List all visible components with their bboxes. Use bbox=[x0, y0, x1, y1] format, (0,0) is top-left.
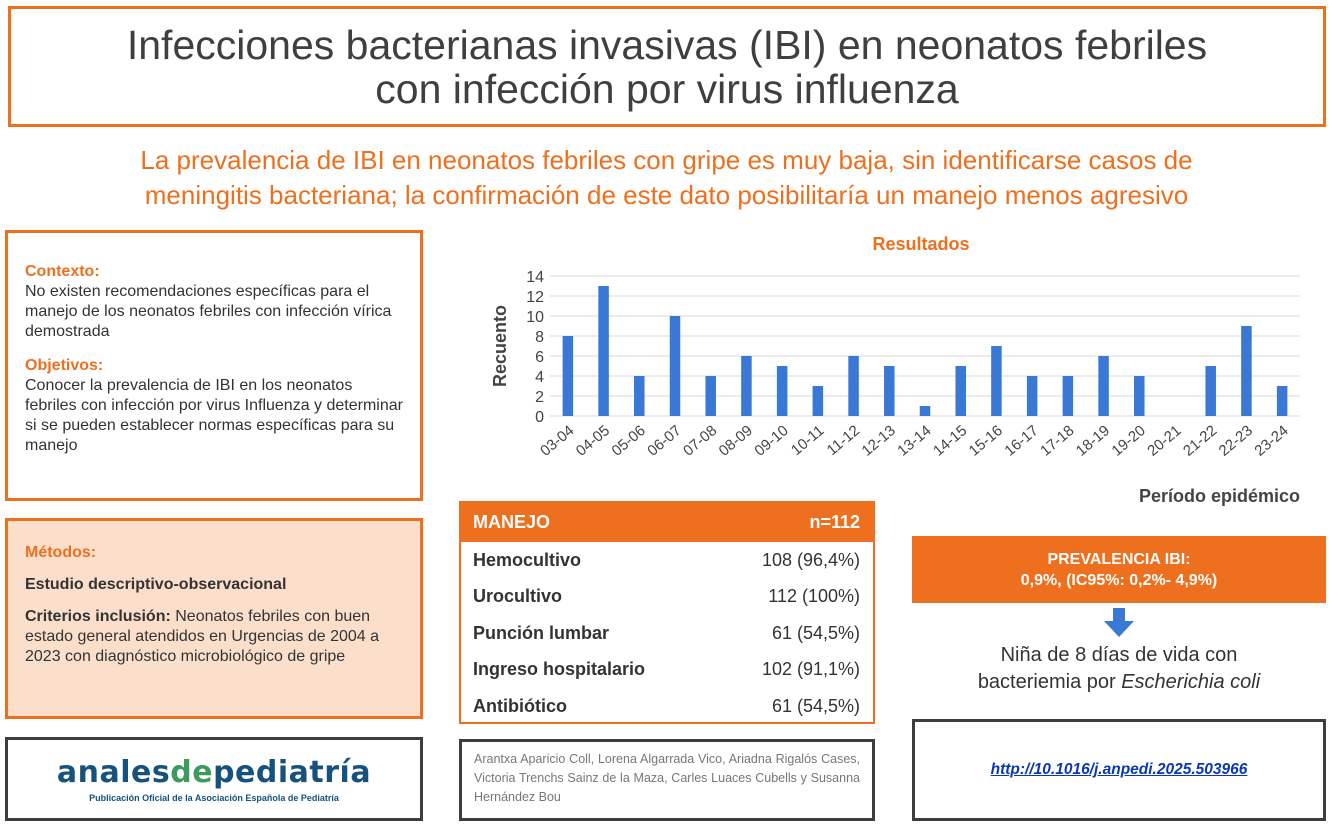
bar bbox=[1241, 326, 1252, 416]
x-tick-label: 23-24 bbox=[1251, 422, 1292, 460]
context-panel bbox=[5, 230, 423, 501]
logo-wordmark: analesdepediatría bbox=[56, 755, 372, 790]
bar bbox=[813, 386, 824, 416]
methods-panel bbox=[5, 518, 423, 719]
objectives-heading: Objetivos: bbox=[25, 357, 104, 374]
y-tick-label: 10 bbox=[526, 309, 544, 326]
x-tick-label: 15-16 bbox=[965, 422, 1006, 460]
table-row: Ingreso hospitalario 102 (91,1%) bbox=[473, 659, 860, 680]
x-axis-label: Período epidémico bbox=[1138, 486, 1300, 506]
bar bbox=[598, 286, 609, 416]
key-message-line-2: meningitis bacteriana; la confirmación de este dato posibilitaría un manejo menos agresivo bbox=[144, 180, 1189, 210]
title-line-2: con infección por virus influenza bbox=[375, 65, 959, 112]
bar bbox=[1027, 376, 1038, 416]
bar bbox=[670, 316, 681, 416]
x-tick-label: 08-09 bbox=[715, 422, 756, 460]
arrow-down-icon bbox=[1101, 608, 1137, 638]
bar bbox=[705, 376, 716, 416]
objectives-text: Conocer la prevalencia de IBI en los neonatos febriles con infección por virus Influenza y determinar si se pueden establecer normas específicas para su manejo bbox=[25, 377, 403, 454]
bar bbox=[920, 406, 931, 416]
x-tick-label: 09-10 bbox=[751, 422, 792, 460]
bar bbox=[884, 366, 895, 416]
x-tick-label: 03-04 bbox=[537, 422, 578, 460]
x-tick-label: 20-21 bbox=[1144, 422, 1185, 460]
x-tick-label: 12-13 bbox=[858, 422, 899, 460]
x-tick-label: 06-07 bbox=[644, 422, 685, 460]
x-tick-label: 14-15 bbox=[929, 422, 971, 460]
x-tick-label: 21-22 bbox=[1179, 422, 1221, 460]
y-tick-label: 14 bbox=[526, 269, 544, 286]
bar-chart-svg bbox=[478, 230, 1328, 510]
x-tick-label: 11-12 bbox=[823, 422, 864, 460]
bar bbox=[955, 366, 966, 416]
title-box bbox=[8, 6, 1326, 127]
case-line-1: Niña de 8 días de vida con bbox=[1000, 644, 1238, 666]
prevalence-label: PREVALENCIA IBI: bbox=[1047, 550, 1191, 568]
x-tick-label: 16-17 bbox=[1001, 422, 1042, 460]
context-text: No existen recomendaciones específicas para el manejo de los neonatos febriles con infección vírica demostrada bbox=[25, 283, 392, 340]
bar bbox=[991, 346, 1002, 416]
table-header-label: MANEJO bbox=[473, 512, 551, 532]
case-line-2: bacteriemia por Escherichia coli bbox=[977, 671, 1261, 693]
journal-logo bbox=[5, 737, 423, 821]
table-row: Hemocultivo 108 (96,4%) bbox=[473, 549, 860, 570]
x-tick-label: 18-19 bbox=[1072, 422, 1114, 460]
organism-name: Escherichia coli bbox=[1121, 671, 1261, 693]
doi-link-box bbox=[912, 719, 1326, 821]
table-row: Antibiótico 61 (54,5%) bbox=[473, 695, 860, 716]
y-tick-label: 12 bbox=[526, 289, 544, 306]
bar bbox=[1134, 376, 1145, 416]
bar bbox=[777, 366, 788, 416]
criteria-text: Neonatos febriles con buen estado general atendidos en Urgencias de 2004 a 2023 con diagnóstico microbiológico de gripe bbox=[25, 608, 380, 665]
methods-design: Estudio descriptivo-observacional bbox=[25, 576, 287, 593]
bar bbox=[1205, 366, 1216, 416]
y-tick-label: 4 bbox=[535, 369, 544, 386]
bar bbox=[634, 376, 645, 416]
prevalence-value: 0,9%, (IC95%: 0,2%- 4,9%) bbox=[1020, 571, 1218, 589]
key-message-line-1: La prevalencia de IBI en neonatos febriles con gripe es muy baja, sin identificarse casos de bbox=[140, 145, 1193, 175]
table-header bbox=[461, 503, 873, 542]
x-tick-label: 05-06 bbox=[608, 422, 649, 460]
y-axis-label: Recuento bbox=[490, 304, 510, 388]
case-description bbox=[912, 642, 1326, 696]
title-line-1: Infecciones bacterianas invasivas (IBI) en neonatos febriles bbox=[126, 21, 1208, 68]
x-tick-label: 13-14 bbox=[894, 422, 935, 460]
chart-title: Resultados bbox=[872, 234, 970, 254]
table-header-n: n=112 bbox=[809, 512, 860, 532]
logo-subtitle: Publicación Oficial de la Asociación Española de Pediatría bbox=[89, 793, 339, 803]
bar bbox=[741, 356, 752, 416]
methods-criteria bbox=[25, 607, 406, 667]
methods-heading: Métodos: bbox=[25, 544, 97, 561]
bar bbox=[1063, 376, 1074, 416]
key-message bbox=[0, 143, 1333, 213]
table-row: Punción lumbar 61 (54,5%) bbox=[473, 622, 860, 643]
management-table bbox=[459, 501, 875, 724]
authors-box: Arantxa Aparicio Coll, Lorena Algarrada Vico, Ariadna Rigalós Cases, Victoria Trenchs Sainz de la Maza, Carles Luaces Cubells y Susanna Hernández Bou bbox=[459, 739, 875, 821]
x-tick-label: 10-11 bbox=[787, 422, 828, 460]
bar bbox=[1277, 386, 1288, 416]
table-row: Urocultivo 112 (100%) bbox=[473, 586, 860, 607]
results-chart bbox=[478, 230, 1328, 510]
x-tick-label: 04-05 bbox=[572, 422, 614, 460]
doi-link[interactable]: http://10.1016/j.anpedi.2025.503966 bbox=[990, 761, 1248, 778]
x-tick-label: 19-20 bbox=[1108, 422, 1149, 460]
bar bbox=[563, 336, 574, 416]
bar bbox=[848, 356, 859, 416]
y-tick-label: 8 bbox=[535, 329, 544, 346]
context-heading: Contexto: bbox=[25, 263, 100, 280]
x-tick-label: 07-08 bbox=[679, 422, 721, 460]
criteria-label: Criterios inclusión: bbox=[25, 608, 171, 625]
x-tick-label: 22-23 bbox=[1215, 422, 1256, 460]
y-tick-label: 6 bbox=[535, 349, 544, 366]
prevalence-box bbox=[912, 536, 1326, 603]
x-tick-label: 17-18 bbox=[1037, 422, 1078, 460]
bar bbox=[1098, 356, 1109, 416]
y-tick-label: 2 bbox=[535, 389, 544, 406]
y-tick-label: 0 bbox=[535, 409, 544, 426]
